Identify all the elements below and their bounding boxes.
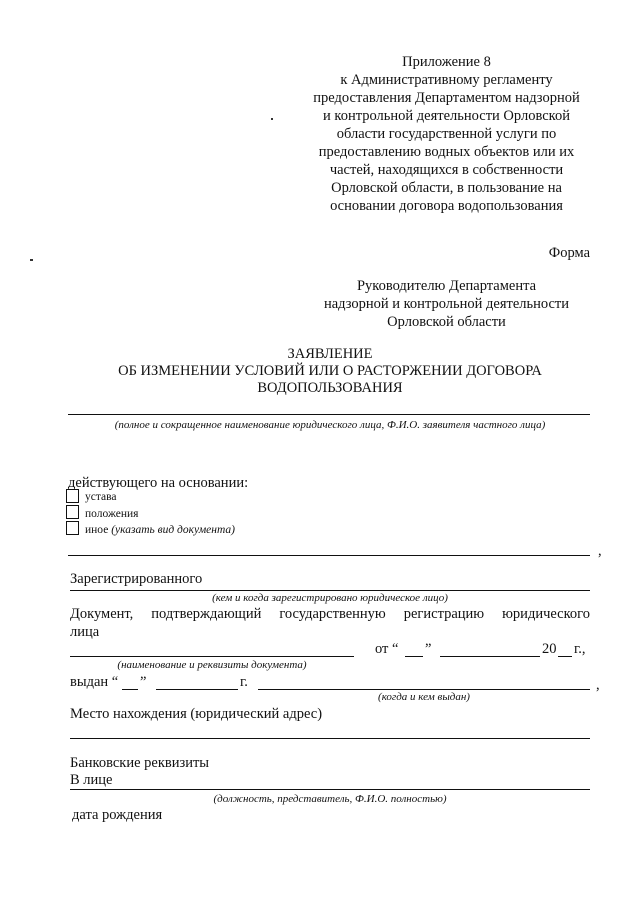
issued-quote-close: ” (140, 674, 147, 690)
title-line: ЗАЯВЛЕНИЕ (287, 346, 373, 362)
appendix-line: предоставления Департаментом надзорной (313, 90, 580, 106)
scan-speck (30, 259, 33, 261)
reg-document-day-field[interactable] (405, 656, 423, 657)
appendix-line: основании договора водопользования (330, 198, 563, 214)
person-hint: (должность, представитель, Ф.И.О. полностью) (213, 793, 447, 805)
basis-checkbox-regulation[interactable] (66, 505, 79, 519)
addressee-line: Руководителю Департамента (356, 278, 537, 294)
reg-document-year-prefix: 20 (542, 641, 557, 657)
appendix-line: и контрольной деятельности Орловской (323, 108, 570, 124)
issued-day-field[interactable] (122, 689, 138, 690)
reg-document-from-label: от “ (375, 641, 399, 657)
basis-option-other-text: иное (85, 524, 109, 536)
form-label: Форма (548, 245, 590, 261)
reg-document-quote-close: ” (425, 641, 432, 657)
location-field[interactable] (70, 738, 590, 739)
basis-option-regulation: положения (85, 508, 139, 520)
title-line: ОБ ИЗМЕНЕНИИ УСЛОВИЙ ИЛИ О РАСТОРЖЕНИИ ДОГОВОРА (118, 363, 542, 379)
addressee-block (300, 277, 593, 331)
applicant-name-field[interactable] (68, 414, 590, 415)
reg-document-year-suffix: г., (574, 641, 586, 657)
reg-document-label-line2: лица (70, 624, 100, 640)
reg-document-year-field[interactable] (558, 656, 572, 657)
appendix-header (300, 53, 593, 215)
basis-option-other-note: (указать вид документа) (111, 524, 235, 536)
person-field[interactable] (70, 789, 590, 790)
issued-month-field[interactable] (156, 689, 238, 690)
addressee-line: Орловской области (387, 314, 506, 330)
basis-option-charter: устава (85, 491, 117, 503)
reg-document-hint: (наименование и реквизиты документа) (117, 659, 307, 671)
appendix-line: области государственной услуги по (336, 126, 557, 142)
issued-year-label: г. (240, 674, 248, 690)
issued-hint: (когда и кем выдан) (378, 691, 470, 703)
appendix-line: Приложение 8 (402, 54, 491, 70)
birth-date-label: дата рождения (72, 807, 163, 823)
appendix-line: к Административному регламенту (340, 72, 553, 88)
bank-label: Банковские реквизиты (70, 755, 210, 771)
registered-hint: (кем и когда зарегистрировано юридическое лицо) (212, 592, 448, 604)
reg-document-label-line1: Документ, подтверждающий государственную регистрацию юридического (70, 606, 590, 622)
basis-other-field[interactable] (68, 555, 590, 556)
applicant-hint: (полное и сокращенное наименование юридического лица, Ф.И.О. заявителя частного лица) (114, 419, 546, 431)
document-title (60, 346, 600, 397)
appendix-line: Орловской области, в пользование на (331, 180, 562, 196)
appendix-line: частей, находящихся в собственности (329, 162, 564, 178)
title-line: ВОДОПОЛЬЗОВАНИЯ (257, 380, 403, 396)
registered-field[interactable] (70, 590, 590, 591)
registered-label: Зарегистрированного (70, 571, 203, 587)
addressee-line: надзорной и контрольной деятельности (323, 296, 570, 312)
basis-checkbox-other[interactable] (66, 521, 79, 535)
reg-document-month-field[interactable] (440, 656, 540, 657)
basis-label: действующего на основании: (68, 475, 249, 491)
basis-option-other (85, 523, 235, 537)
reg-document-field[interactable] (70, 656, 354, 657)
issued-comma: , (596, 677, 600, 693)
location-label: Место нахождения (юридический адрес) (70, 706, 323, 722)
issued-label: выдан “ (70, 674, 119, 690)
scan-speck (271, 118, 273, 120)
basis-trailing-comma: , (598, 543, 602, 559)
basis-checkbox-charter[interactable] (66, 489, 79, 503)
issued-by-field[interactable] (258, 689, 590, 690)
person-label: В лице (70, 772, 113, 788)
appendix-line: предоставлению водных объектов или их (318, 144, 575, 160)
